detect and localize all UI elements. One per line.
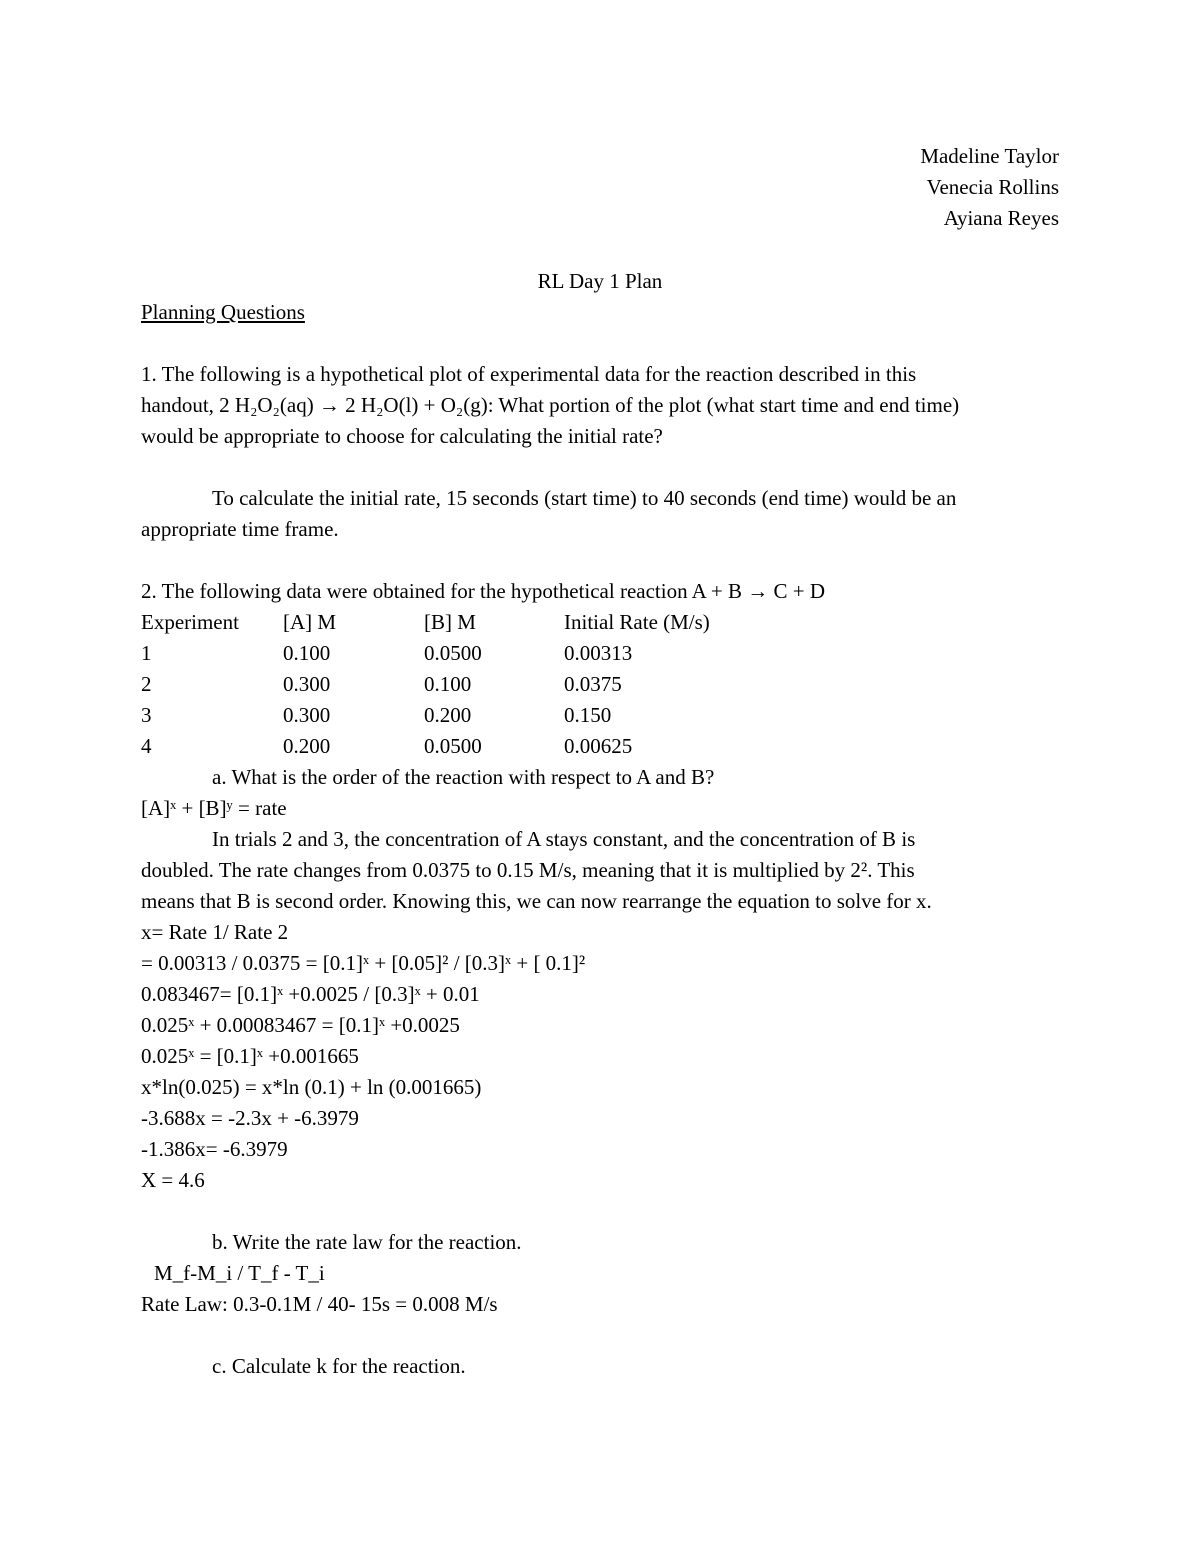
table-header: [A] M	[283, 610, 337, 634]
work-line: doubled. The rate changes from 0.0375 to 0.15 M/s, meaning that it is multiplied by 2². This	[141, 858, 915, 882]
table-cell: 3	[141, 703, 152, 727]
table-cell: 0.300	[283, 703, 331, 727]
table-cell: 0.0500	[424, 641, 482, 665]
work-line: -3.688x = -2.3x + -6.3979	[141, 1106, 359, 1130]
table-cell: 0.300	[283, 672, 331, 696]
rate-law: Rate Law: 0.3-0.1M / 40- 15s = 0.008 M/s	[141, 1292, 498, 1316]
work-line: In trials 2 and 3, the concentration of A stays constant, and the concentration of B is	[212, 827, 916, 851]
answer-1-line: appropriate time frame.	[141, 517, 339, 541]
work-line: X = 4.6	[141, 1168, 205, 1192]
question-1-line: handout, 2 H₂O₂(aq) → 2 H₂O(l) + O₂(g): What portion of the plot (what start time and end time)	[141, 393, 960, 417]
work-line: 0.025ˣ = [0.1]ˣ +0.001665	[141, 1044, 359, 1068]
table-cell: 0.200	[424, 703, 472, 727]
table-cell: 0.0500	[424, 734, 482, 758]
table-cell: 0.00625	[564, 734, 633, 758]
table-cell: 4	[141, 734, 152, 758]
author-name: Ayiana Reyes	[943, 206, 1059, 230]
work-line: x*ln(0.025) = x*ln (0.1) + ln (0.001665)	[141, 1075, 482, 1099]
author-name: Madeline Taylor	[920, 144, 1059, 168]
table-cell: 0.100	[424, 672, 472, 696]
table-cell: 0.150	[564, 703, 612, 727]
table-cell: 1	[141, 641, 152, 665]
work-line: -1.386x= -6.3979	[141, 1137, 288, 1161]
table-header: Experiment	[141, 610, 239, 634]
table-cell: 0.00313	[564, 641, 633, 665]
rate-formula: M_f-M_i / T_f - T_i	[154, 1261, 325, 1285]
section-heading: Planning Questions	[141, 300, 305, 324]
document-title: RL Day 1 Plan	[537, 269, 663, 293]
table-cell: 0.0375	[564, 672, 622, 696]
question-1-line: would be appropriate to choose for calculating the initial rate?	[141, 424, 663, 448]
work-line: 0.083467= [0.1]ˣ +0.0025 / [0.3]ˣ + 0.01	[141, 982, 480, 1006]
author-name: Venecia Rollins	[926, 175, 1059, 199]
part-b-question: b. Write the rate law for the reaction.	[212, 1230, 522, 1254]
part-c-question: c. Calculate k for the reaction.	[212, 1354, 466, 1378]
work-line: = 0.00313 / 0.0375 = [0.1]ˣ + [0.05]² / [0.3]ˣ + [ 0.1]²	[141, 951, 586, 975]
work-line: means that B is second order. Knowing this, we can now rearrange the equation to solve for x.	[141, 889, 932, 913]
work-line: x= Rate 1/ Rate 2	[141, 920, 289, 944]
part-a-question: a. What is the order of the reaction with respect to A and B?	[212, 765, 715, 789]
table-cell: 0.100	[283, 641, 331, 665]
answer-1-line: To calculate the initial rate, 15 seconds (start time) to 40 seconds (end time) would be an	[212, 486, 957, 510]
table-header: [B] M	[424, 610, 476, 634]
work-line: 0.025ˣ + 0.00083467 = [0.1]ˣ +0.0025	[141, 1013, 460, 1037]
question-2-intro: 2. The following data were obtained for the hypothetical reaction A + B → C + D	[141, 579, 826, 603]
question-1-line: 1. The following is a hypothetical plot of experimental data for the reaction described in this	[141, 362, 917, 386]
table-header: Initial Rate (M/s)	[564, 610, 710, 634]
work-line: [A]ˣ + [B]ʸ = rate	[141, 796, 287, 820]
table-cell: 2	[141, 672, 152, 696]
table-cell: 0.200	[283, 734, 331, 758]
